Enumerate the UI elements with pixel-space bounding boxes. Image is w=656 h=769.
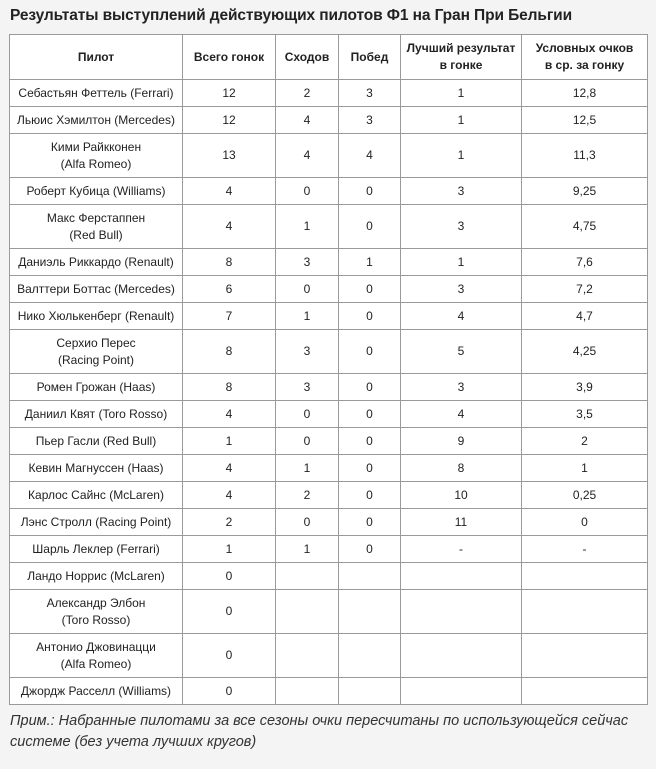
cell-points: 4,25	[522, 330, 648, 374]
cell-pilot: Кими Райкконен (Alfa Romeo)	[10, 134, 183, 178]
cell-races: 2	[183, 509, 276, 536]
table-body	[10, 80, 648, 705]
cell-points: 3,5	[522, 401, 648, 428]
cell-races: 4	[183, 205, 276, 249]
cell-dnf: 0	[276, 428, 339, 455]
cell-races: 12	[183, 80, 276, 107]
table-row	[10, 178, 648, 205]
header-best-result: Лучший результат в гонке	[401, 35, 522, 80]
cell-points	[522, 634, 648, 678]
table-row	[10, 401, 648, 428]
cell-races: 4	[183, 455, 276, 482]
cell-points: 4,75	[522, 205, 648, 249]
cell-pilot: Валттери Боттас (Mercedes)	[10, 276, 183, 303]
cell-wins: 0	[339, 401, 401, 428]
cell-races: 4	[183, 178, 276, 205]
cell-pilot: Макс Ферстаппен (Red Bull)	[10, 205, 183, 249]
table-row	[10, 303, 648, 330]
cell-races: 4	[183, 482, 276, 509]
cell-wins: 0	[339, 482, 401, 509]
cell-dnf: 1	[276, 303, 339, 330]
cell-dnf: 4	[276, 134, 339, 178]
cell-wins: 0	[339, 205, 401, 249]
table-row	[10, 205, 648, 249]
cell-races: 7	[183, 303, 276, 330]
cell-wins	[339, 563, 401, 590]
header-dnf: Сходов	[276, 35, 339, 80]
cell-best: 8	[401, 455, 522, 482]
cell-wins: 0	[339, 509, 401, 536]
cell-races: 1	[183, 428, 276, 455]
page-title: Результаты выступлений действующих пилотов Ф1 на Гран При Бельгии	[10, 7, 573, 24]
cell-pilot: Шарль Леклер (Ferrari)	[10, 536, 183, 563]
cell-best: 1	[401, 249, 522, 276]
cell-pilot: Себастьян Феттель (Ferrari)	[10, 80, 183, 107]
cell-points: 4,7	[522, 303, 648, 330]
table-row	[10, 249, 648, 276]
table-row	[10, 428, 648, 455]
cell-dnf: 3	[276, 374, 339, 401]
cell-wins: 0	[339, 455, 401, 482]
header-races: Всего гонок	[183, 35, 276, 80]
cell-dnf	[276, 634, 339, 678]
cell-points: 9,25	[522, 178, 648, 205]
cell-dnf: 3	[276, 330, 339, 374]
cell-pilot: Ромен Грожан (Haas)	[10, 374, 183, 401]
table-row	[10, 276, 648, 303]
cell-best: 1	[401, 107, 522, 134]
cell-wins: 0	[339, 178, 401, 205]
cell-races: 0	[183, 563, 276, 590]
cell-pilot: Даниил Квят (Toro Rosso)	[10, 401, 183, 428]
header-wins: Побед	[339, 35, 401, 80]
cell-wins	[339, 590, 401, 634]
cell-points: 0	[522, 509, 648, 536]
cell-races: 8	[183, 249, 276, 276]
cell-wins: 4	[339, 134, 401, 178]
cell-best: 10	[401, 482, 522, 509]
table-header-row	[10, 35, 648, 80]
cell-points: 3,9	[522, 374, 648, 401]
cell-wins: 0	[339, 374, 401, 401]
cell-pilot: Серхио Перес (Racing Point)	[10, 330, 183, 374]
table-row	[10, 634, 648, 678]
cell-best: 4	[401, 401, 522, 428]
cell-races: 4	[183, 401, 276, 428]
cell-pilot: Джордж Расселл (Williams)	[10, 678, 183, 705]
cell-dnf	[276, 590, 339, 634]
cell-best: 3	[401, 178, 522, 205]
cell-wins: 0	[339, 536, 401, 563]
cell-best: 5	[401, 330, 522, 374]
cell-best: 9	[401, 428, 522, 455]
cell-dnf: 2	[276, 80, 339, 107]
cell-dnf: 0	[276, 178, 339, 205]
footnote: Прим.: Набранные пилотами за все сезоны очки пересчитаны по использующейся сейчас системе (без учета лучших кругов)	[10, 713, 629, 750]
cell-wins: 3	[339, 80, 401, 107]
cell-pilot: Нико Хюлькенберг (Renault)	[10, 303, 183, 330]
table-row	[10, 330, 648, 374]
cell-dnf: 0	[276, 276, 339, 303]
cell-points: 11,3	[522, 134, 648, 178]
cell-points: 2	[522, 428, 648, 455]
cell-dnf: 3	[276, 249, 339, 276]
table-row	[10, 134, 648, 178]
cell-races: 8	[183, 374, 276, 401]
cell-pilot: Даниэль Риккардо (Renault)	[10, 249, 183, 276]
cell-dnf	[276, 563, 339, 590]
cell-races: 8	[183, 330, 276, 374]
cell-pilot: Кевин Магнуссен (Haas)	[10, 455, 183, 482]
cell-wins: 3	[339, 107, 401, 134]
cell-wins: 0	[339, 303, 401, 330]
table-row	[10, 80, 648, 107]
cell-points: 7,6	[522, 249, 648, 276]
cell-wins	[339, 678, 401, 705]
cell-points: 12,8	[522, 80, 648, 107]
header-pilot: Пилот	[10, 35, 183, 80]
cell-points	[522, 678, 648, 705]
cell-wins	[339, 634, 401, 678]
cell-wins: 0	[339, 276, 401, 303]
cell-best: 1	[401, 134, 522, 178]
cell-dnf: 0	[276, 401, 339, 428]
cell-pilot: Пьер Гасли (Red Bull)	[10, 428, 183, 455]
cell-best: 3	[401, 205, 522, 249]
cell-best	[401, 678, 522, 705]
cell-dnf: 1	[276, 536, 339, 563]
cell-points: -	[522, 536, 648, 563]
cell-races: 1	[183, 536, 276, 563]
cell-dnf	[276, 678, 339, 705]
cell-pilot: Ландо Норрис (McLaren)	[10, 563, 183, 590]
cell-pilot: Александр Элбон (Toro Rosso)	[10, 590, 183, 634]
cell-pilot: Карлос Сайнс (McLaren)	[10, 482, 183, 509]
table-row	[10, 455, 648, 482]
cell-points: 1	[522, 455, 648, 482]
cell-dnf: 0	[276, 509, 339, 536]
cell-best	[401, 590, 522, 634]
cell-races: 13	[183, 134, 276, 178]
cell-dnf: 2	[276, 482, 339, 509]
cell-races: 0	[183, 634, 276, 678]
cell-races: 6	[183, 276, 276, 303]
cell-pilot: Льюис Хэмилтон (Mercedes)	[10, 107, 183, 134]
cell-dnf: 4	[276, 107, 339, 134]
cell-wins: 0	[339, 330, 401, 374]
cell-dnf: 1	[276, 205, 339, 249]
cell-races: 12	[183, 107, 276, 134]
cell-best: -	[401, 536, 522, 563]
cell-best	[401, 634, 522, 678]
cell-best	[401, 563, 522, 590]
cell-races: 0	[183, 590, 276, 634]
cell-best: 3	[401, 374, 522, 401]
results-table	[9, 34, 648, 705]
cell-points	[522, 563, 648, 590]
table-row	[10, 107, 648, 134]
cell-best: 11	[401, 509, 522, 536]
cell-points	[522, 590, 648, 634]
cell-pilot: Антонио Джовинацци (Alfa Romeo)	[10, 634, 183, 678]
table-row	[10, 590, 648, 634]
cell-points: 12,5	[522, 107, 648, 134]
table-row	[10, 482, 648, 509]
table-row	[10, 678, 648, 705]
cell-races: 0	[183, 678, 276, 705]
header-avg-points: Условных очков в ср. за гонку	[522, 35, 648, 80]
cell-points: 7,2	[522, 276, 648, 303]
cell-points: 0,25	[522, 482, 648, 509]
cell-best: 3	[401, 276, 522, 303]
cell-dnf: 1	[276, 455, 339, 482]
table-row	[10, 509, 648, 536]
cell-best: 4	[401, 303, 522, 330]
cell-wins: 0	[339, 428, 401, 455]
cell-best: 1	[401, 80, 522, 107]
table-row	[10, 374, 648, 401]
table-row	[10, 563, 648, 590]
cell-pilot: Роберт Кубица (Williams)	[10, 178, 183, 205]
cell-pilot: Лэнс Стролл (Racing Point)	[10, 509, 183, 536]
cell-wins: 1	[339, 249, 401, 276]
table-row	[10, 536, 648, 563]
